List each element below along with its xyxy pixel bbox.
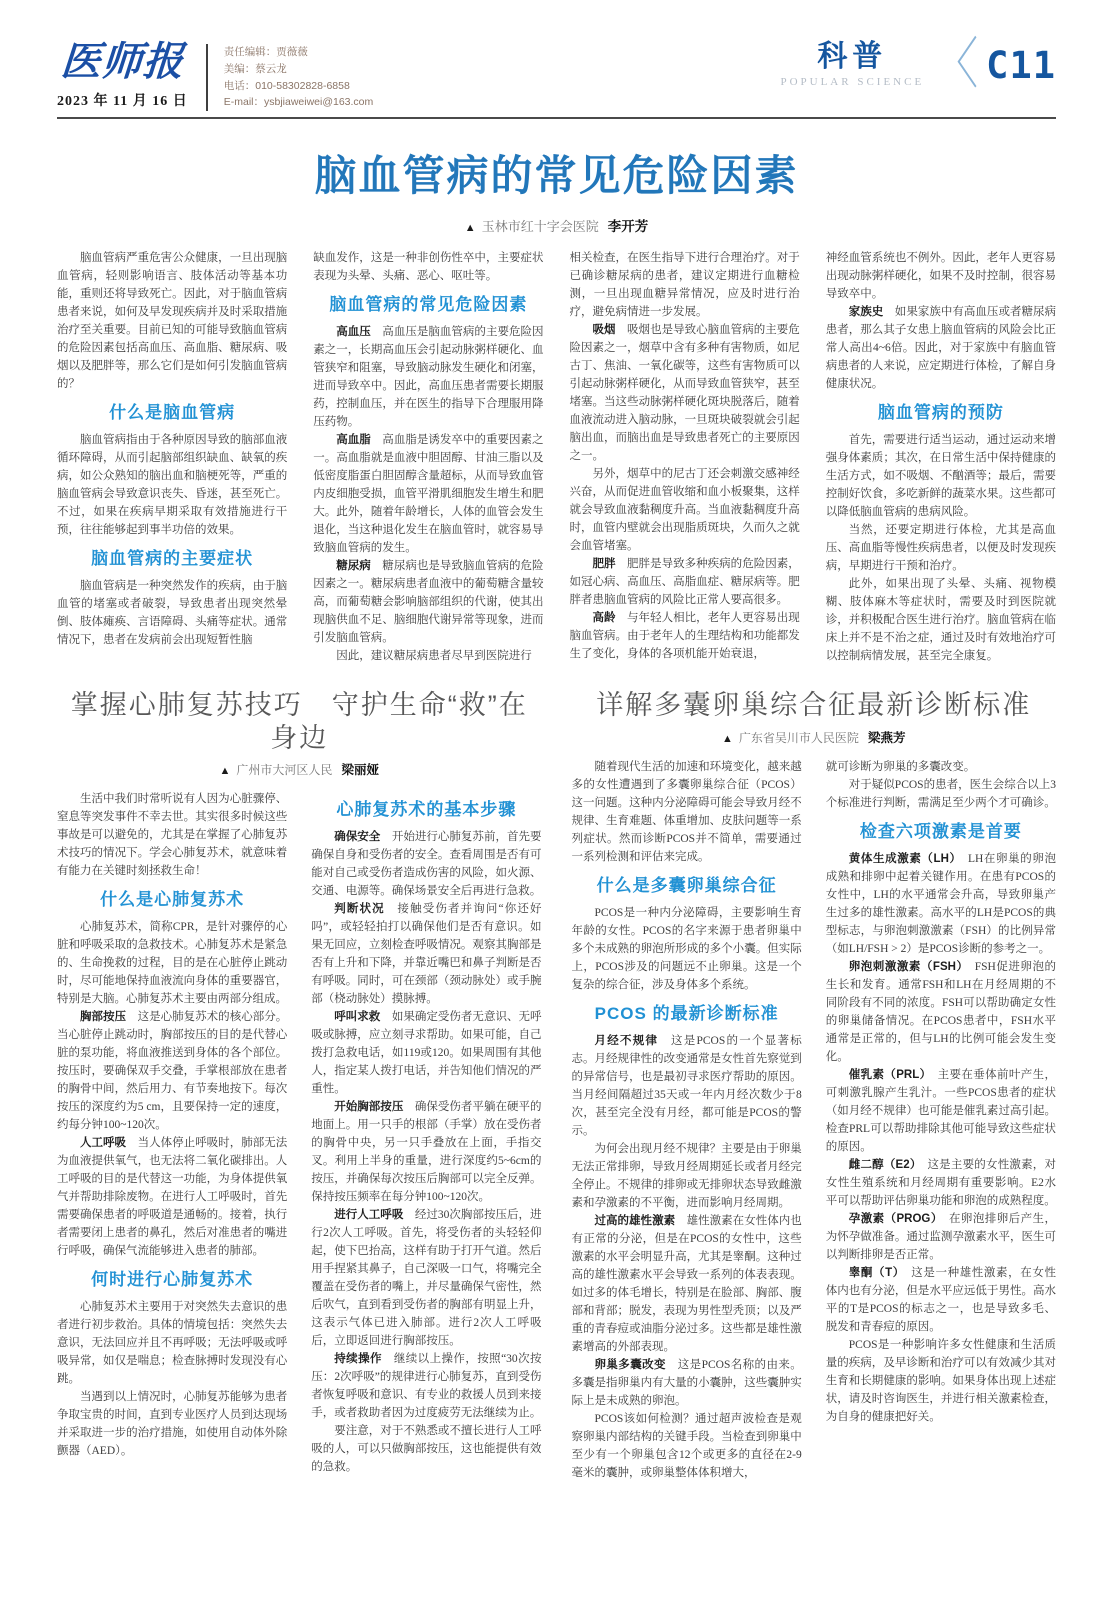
article-columns [57, 790, 542, 1476]
run-in-label: 进行人工呼吸 [334, 1208, 404, 1221]
paragraph: 对于疑似PCOS的患者，医生会综合以上3个标准进行判断，需满足至少两个才可确诊。 [825, 778, 1056, 809]
byline-org: 广东省吴川市人民医院 [738, 730, 859, 745]
run-in-label: 睾酮（T） [848, 1266, 900, 1279]
section-heading: 脑血管病的预防 [877, 403, 1004, 423]
paragraph: 催乳素（PRL） 主要在垂体前叶产生，可刺激乳腺产生乳汁。一些PCOS患者的症状（如月经不规律）也可能是催乳素过高引起。检查PRL可以帮助排除其他可能导致这些症状的原因。 [825, 1068, 1056, 1153]
paragraph: 开始胸部按压 确保受伤者平躺在硬平的地面上。用一只手的根部（手掌）放在受伤者的胸骨中央，另一只手叠放在上面，手指交叉。利用上半身的重量，进行深度约5~6cm的按压，并确保每次按压后胸部可以完全反弹。保持按压频率在每分钟100~120次。 [311, 1100, 542, 1203]
run-in-label: 持续操作 [334, 1352, 382, 1365]
article-cpr [57, 689, 542, 1481]
section-heading: 心肺复苏术的基本步骤 [336, 799, 517, 819]
paragraph: 呼叫求救 如果确定受伤者无意识、无呼吸或脉搏，应立刻寻求帮助。如果可能，自己拨打急救电话，如119或120。如果周围有其他人，指定某人拨打电话，并告知他们情况的严重性。 [311, 1010, 542, 1095]
run-in-label: 判断状况 [334, 902, 385, 915]
masthead [57, 38, 188, 110]
section-heading: 什么是脑血管病 [109, 403, 236, 423]
paragraph: 高血脂 高血脂是诱发卒中的重要因素之一。高血脂就是血液中胆固醇、甘油三脂以及低密度脂蛋白胆固醇含量超标，从而导致血管内皮细胞受损，血管平滑肌细胞发生增生和肥大。此外，随着年龄增长，人体的血管会发生退化，当这种退化发生在脑血管时，就容易导致脑血管病的发生。 [313, 434, 544, 555]
byline [57, 215, 1056, 235]
section-block [780, 42, 924, 88]
section-name: 科普 [817, 40, 888, 73]
article-title: 掌握心肺复苏技巧 守护生命“救”在身边 [70, 690, 528, 753]
paragraph: PCOS该如何检测？通过超声波检查是观察卵巢内部结构的关键手段。当检查到卵巢中至少有一个卵巢包含12个或更多的直径在2-9毫米的囊肿，或卵巢整体体积增大， [571, 1412, 802, 1479]
section-heading: 脑血管病的主要症状 [91, 549, 254, 569]
run-in-label: 黄体生成激素（LH） [848, 852, 956, 865]
header-divider [206, 44, 208, 111]
paragraph: 此外，如果出现了头晕、头痛、视物模糊、肢体麻木等症状时，需要及时到医院就诊，并积极配合医生进行治疗。脑血管病在临床上并不是不治之症，通过及时有效地治疗可以控制病情发展，甚至完全康复。 [825, 578, 1056, 663]
run-in-label: 过高的雄性激素 [594, 1214, 676, 1227]
paragraph: 肥胖 肥胖是导致多种疾病的危险因素，如冠心病、高血压、高脂血症、糖尿病等。肥胖者患脑血管病的风险比正常人要高很多。 [569, 558, 800, 607]
paragraph: 卵泡刺激激素（FSH） FSH促进卵泡的生长和发育。通常FSH和LH在月经周期的不同阶段有不同的浓度。FSH可以帮助确定女性的卵巢储备情况。在PCOS患者中，FSH水平通常是正常的，但与LH的比例可能会发生变化。 [825, 960, 1056, 1063]
run-in-label: 吸烟 [592, 324, 616, 337]
section-heading: 什么是多囊卵巢综合征 [596, 875, 777, 895]
paragraph: 另外，烟草中的尼古丁还会刺激交感神经兴奋，从而促进血管收缩和血小板聚集，这样就会导致血液黏稠度升高。当血液黏稠度升高时，血管内壁就会出现脂质斑块，久而久之就会血管堵塞。 [569, 468, 800, 553]
paragraph: PCOS是一种影响许多女性健康和生活质量的疾病，及早诊断和治疗可以有效减少其对生育和长期健康的影响。如果身体出现上述症状，请及时咨询医生，并进行相关激素检查，为自身的健康把好关。 [825, 1338, 1056, 1423]
paragraph: 孕激素（PROG） 在卵泡排卵后产生，为怀孕做准备。通过监测孕激素水平，医生可以判断排卵是否正常。 [825, 1212, 1056, 1261]
text-column [826, 758, 1056, 1482]
text-column [57, 790, 287, 1476]
text-column [311, 790, 541, 1476]
text-column [826, 249, 1056, 665]
article-columns [57, 249, 1056, 665]
paragraph: 脑血管病严重危害公众健康，一旦出现脑血管病，轻则影响语言、肢体活动等基本功能，重则还将导致死亡。因此，对于脑血管病患者来说，如何及早发现疾病并及时采取措施治疗至关重要。目前已知的可能导致脑血管病的危险因素包括高血压、高血脂、糖尿病、吸烟以及肥胖等，那么它们是如何引发脑血管病的？ [57, 252, 288, 391]
run-in-label: 呼叫求救 [334, 1010, 381, 1023]
paragraph: 家族史 如果家族中有高血压或者糖尿病患者，那么其子女患上脑血管病的风险会比正常人高出4~6倍。因此，对于家族中有脑血管病患者的人来说，应定期进行体检，了解自身健康状况。 [825, 306, 1057, 391]
issue-date: 2023 年 11 月 16 日 [57, 94, 188, 109]
paragraph: 黄体生成激素（LH） LH在卵巢的卵泡成熟和排卵中起着关键作用。在患有PCOS的女性中，LH的水平通常会升高，导致卵巢产生过多的雄性激素。高水平的LH是PCOS的典型标志，与卵泡刺激激素（FSH）的比例异常（如LH/FSH > 2）是PCOS诊断的参考之一。 [825, 852, 1056, 955]
article-cerebrovascular [57, 143, 1056, 665]
run-in-label: 孕激素（PROG） [848, 1212, 938, 1225]
paragraph: 当然，还要定期进行体检，尤其是高血压、高血脂等慢性疾病患者，以便及时发现疾病，早期进行干预和治疗。 [825, 524, 1056, 573]
paragraph: 进行人工呼吸 经过30次胸部按压后，进行2次人工呼吸。首先，将受伤者的头轻轻仰起，使下巴抬高，这样有助于打开气道。然后用手捏紧其鼻子，自己深吸一口气，将嘴完全覆盖在受伤者的嘴上，并尽量确保气密性，然后吹气，直到看到受伤者的胸部有明显上升，这表示气体已进入肺部。进行2次人工呼吸后，立即返回进行胸部按压。 [311, 1208, 542, 1347]
article-columns [572, 758, 1057, 1482]
paragraph: 人工呼吸 当人体停止呼吸时，肺部无法为血液提供氧气，也无法将二氧化碳排出。人工呼吸的目的是代替这一功能，为身体提供氧气并帮助排除废物。在进行人工呼吸时，首先需要确保患者的呼吸道是通畅的。接着，执行者需要闭上患者的鼻孔，然后对准患者的嘴进行呼吸，确保气流能够进入患者的肺部。 [57, 1136, 288, 1257]
section-heading: 脑血管病的常见危险因素 [329, 295, 528, 315]
run-in-label: 确保安全 [334, 830, 381, 843]
run-in-label: 开始胸部按压 [334, 1100, 404, 1113]
paragraph: 当遇到以上情况时，心肺复苏能够为患者争取宝贵的时间，直到专业医疗人员到达现场并采取进一步的治疗措施，如使用自动体外除颤器（AED）。 [57, 1390, 288, 1457]
section-name-en: POPULAR SCIENCE [780, 76, 925, 88]
run-in-label: 肥胖 [592, 558, 616, 571]
paragraph: 睾酮（T） 这是一种雄性激素，在女性体内也有分泌，但是水平应远低于男性。高水平的T是PCOS的标志之一，也是导致多毛、脱发和青春痘的原因。 [825, 1266, 1056, 1333]
paragraph: 过高的雄性激素 雄性激素在女性体内也有正常的分泌，但是在PCOS的女性中，这些激素的水平会明显升高，尤其是睾酮。这种过高的雄性激素水平会导致一系列的体表表现。如过多的体毛增长，特别是在脸部、胸部、腹部和背部；脱发，表现为男性型秃顶；以及严重的青春痘或油脂分泌过多。这些都是雄性激素增高的外部表现。 [571, 1214, 802, 1353]
run-in-label: 人工呼吸 [80, 1136, 127, 1149]
byline-author: 梁丽娅 [341, 762, 379, 777]
editor-line: 电话：010-58302828-6858 [223, 79, 350, 92]
byline-triangle-icon: ▲ [464, 222, 476, 235]
section-heading: 什么是心肺复苏术 [100, 889, 245, 909]
run-in-label: 雌二醇（E2） [848, 1158, 916, 1171]
text-column [57, 249, 287, 665]
paragraph: 神经血管系统也不例外。因此，老年人更容易出现动脉粥样硬化，如果不及时控制，很容易导致卒中。 [825, 252, 1056, 301]
run-in-label: 卵泡刺激激素（FSH） [848, 960, 963, 973]
byline-triangle-icon: ▲ [722, 732, 733, 745]
run-in-label: 高血脂 [336, 434, 371, 447]
paragraph: 糖尿病 糖尿病也是导致脑血管病的危险因素之一。糖尿病患者血液中的葡萄糖含量较高，而葡萄糖会影响脑部组织的代谢，使其出现脑供血不足、脑细胞代谢异常等现象，进而引发脑血管病。 [313, 560, 544, 645]
text-column [572, 758, 802, 1482]
newspaper-logo: 医师报 [59, 38, 186, 85]
page-header [57, 0, 1056, 111]
lower-section [57, 689, 1056, 1481]
byline-author: 李开芳 [607, 219, 649, 235]
byline-triangle-icon: ▲ [219, 764, 231, 777]
paragraph: 确保安全 开始进行心肺复苏前，首先要确保自身和受伤者的安全。查看周围是否有可能对自己或受伤者造成伤害的风险，如火源、交通、电源等。确保场景安全后再进行急救。 [311, 830, 542, 897]
paragraph: 高血压 高血压是脑血管病的主要危险因素之一，长期高血压会引起动脉粥样硬化、血管狭窄和阻塞，导致脑动脉发生硬化和闭塞，进而导致卒中。因此，高血压患者需要长期服药，控制血压，并在医生的指导下合理服用降压药物。 [313, 326, 544, 429]
paragraph: 就可诊断为卵巢的多囊改变。 [825, 760, 976, 773]
header-rule [57, 117, 1056, 119]
editor-info [224, 42, 374, 111]
page-number: C11 [986, 43, 1056, 87]
paragraph: 判断状况 接触受伤者并询问“你还好吗”，或轻轻拍打以确保他们是否有意识。如果无回应，立刻检查呼吸情况。观察其胸部是否有上升和下降，并靠近嘴巴和鼻子判断是否有呼吸。同时，可在颈部（颈动脉处）或手腕部（桡动脉处）摸脉搏。 [311, 902, 542, 1005]
section-heading: PCOS 的最新诊断标准 [594, 1003, 779, 1023]
editor-line: E-mail：ysbjiaweiwei@163.com [223, 96, 374, 109]
run-in-label: 月经不规律 [594, 1034, 659, 1047]
paragraph: 相关检查，在医生指导下进行合理治疗。对于已确诊糖尿病的患者，建议定期进行血糖检测，一旦出现血糖异常情况，应及时进行治疗，避免病情进一步发展。 [569, 252, 800, 319]
paragraph: 心肺复苏术，简称CPR，是针对骤停的心脏和呼吸采取的急救技术。心肺复苏术是紧急的、生命挽救的过程，目的是在心脏停止跳动时，尽可能地保持血液流向身体的重要器官，特别是大脑。心肺复苏术主要由两部分组成。 [57, 920, 288, 1005]
paragraph: 脑血管病指由于各种原因导致的脑部血液循环障碍，从而引起脑部组织缺血、缺氧的疾病，如公众熟知的脑出血和脑梗死等，严重的脑血管病会导致意识丧失、昏迷，甚至死亡。不过，如果在疾病早期采取有效措施进行干预，往往能够起到事半功倍的效果。 [57, 434, 288, 537]
article-title: 脑血管病的常见危险因素 [314, 152, 799, 200]
editor-line: 责任编辑：贾薇薇 [223, 46, 308, 58]
section-banner [780, 32, 1056, 97]
paragraph: 因此，建议糖尿病患者尽早到医院进行 [336, 650, 532, 663]
paragraph: 缺血发作，这是一种非创伤性卒中，主要症状表现为头晕、头痛、恶心、呕吐等。 [313, 252, 544, 283]
run-in-label: 胸部按压 [80, 1010, 127, 1023]
paragraph: 随着现代生活的加速和环境变化，越来越多的女性遭遇到了多囊卵巢综合征（PCOS）这一问题。这种内分泌障碍可能会导致月经不规律、生育难题、体重增加、皮肤问题等一系列症状。然而诊断PCOS并不简单，需要通过一系列检测和评估来完成。 [571, 760, 802, 863]
run-in-label: 糖尿病 [336, 560, 371, 573]
article-pcos [572, 689, 1057, 1481]
paragraph: 持续操作 继续以上操作，按照“30次按压：2次呼吸”的规律进行心肺复苏，直到受伤者恢复呼吸和意识、有专业的救援人员到来接手，或者救助者因为过度疲劳无法继续为止。 [311, 1352, 542, 1419]
byline-org: 玉林市红十字会医院 [481, 219, 599, 235]
run-in-label: 高龄 [592, 612, 616, 625]
section-heading: 检查六项激素是首要 [859, 821, 1022, 841]
byline-author: 梁燕芳 [867, 730, 906, 745]
section-heading: 何时进行心肺复苏术 [91, 1269, 254, 1289]
paragraph: 首先，需要进行适当运动，通过运动来增强身体素质；其次，在日常生活中保持健康的生活方式，如不吸烟、不酗酒等；最后，需要控制好饮食，多吃新鲜的蔬菜水果。这些都可以降低脑血管病的患病风险。 [825, 434, 1056, 519]
run-in-label: 卵巢多囊改变 [594, 1358, 666, 1371]
editor-line: 美编：蔡云龙 [223, 62, 287, 75]
byline [572, 728, 1057, 746]
run-in-label: 催乳素（PRL） [848, 1068, 926, 1081]
paragraph: PCOS是一种内分泌障碍，主要影响生育年龄的女性。PCOS的名字来源于患者卵巢中多个未成熟的卵泡所形成的多个小囊。但实际上，PCOS涉及的问题远不止卵巢。这是一个复杂的综合征，涉及身体多个系统。 [571, 906, 802, 991]
run-in-label: 家族史 [848, 306, 884, 319]
paragraph: 要注意，对于不熟悉或不擅长进行人工呼吸的人，可以只做胸部按压，这也能提供有效的急救。 [311, 1424, 542, 1473]
byline [57, 760, 542, 778]
paragraph: 卵巢多囊改变 这是PCOS名称的由来。多囊是指卵巢内有大量的小囊肿，这些囊肿实际上是未成熟的卵泡。 [571, 1358, 802, 1407]
paragraph: 雌二醇（E2） 这是主要的女性激素，对女性生殖系统和月经周期有重要影响。E2水平可以帮助评估卵巢功能和卵泡的成熟程度。 [825, 1158, 1056, 1207]
paragraph: 为何会出现月经不规律？主要是由于卵巢无法正常排卵，导致月经周期延长或者月经完全停止。不规律的排卵或无排卵状态导致雌激素和孕激素的不平衡，进而影响月经周期。 [571, 1142, 802, 1209]
paragraph: 胸部按压 这是心肺复苏术的核心部分。当心脏停止跳动时，胸部按压的目的是代替心脏的泵功能，将血液推送到身体的各个部位。按压时，要确保双手交叠，手掌根部放在患者的胸骨中间，然后用力、有节奏地按下。每次按压的深度约为5 cm，且要保持一定的速度，约每分钟100~120次。 [57, 1010, 288, 1131]
paragraph: 脑血管病是一种突然发作的疾病，由于脑血管的堵塞或者破裂，导致患者出现突然晕倒、肢体瘫痪、言语障碍、头痛等症状。通常情况下，患者在发病前会出现短暂性脑 [57, 580, 288, 647]
paragraph: 生活中我们时常听说有人因为心脏骤停、窒息等突发事件不幸去世。其实很多时候这些事故是可以避免的，尤其是在掌握了心肺复苏术技巧的情况下。学会心肺复苏术，就意味着有能力在关键时刻拯救生命！ [57, 792, 288, 877]
paragraph: 心肺复苏术主要用于对突然失去意识的患者进行初步救治。具体的情境包括：突然失去意识，无法回应并且不再呼吸；无法呼吸或呼吸异常，如仅是喘息；检查脉搏时发现没有心跳。 [57, 1300, 288, 1385]
paragraph: 月经不规律 这是PCOS的一个显著标志。月经规律性的改变通常是女性首先察觉到的异常信号，也是最初寻求医疗帮助的原因。当月经间隔超过35天或一年内月经次数少于8次，甚至完全没有月经，都可能是PCOS的警示。 [571, 1034, 802, 1137]
text-column [313, 249, 543, 665]
article-title: 详解多囊卵巢综合征最新诊断标准 [596, 690, 1032, 721]
chevron-left-icon: 〈 [934, 32, 979, 97]
byline-org: 广州市大河区人民 [236, 762, 333, 777]
text-column [570, 249, 800, 665]
paragraph: 吸烟 吸烟也是导致心脑血管病的主要危险因素之一，烟草中含有多种有害物质，如尼古丁、焦油、一氧化碳等，这些有害物质可以引起动脉粥样硬化，从而导致血管狭窄，甚至堵塞。当这些动脉粥样硬化斑块脱落后，随着血液流动进入脑动脉，一旦斑块破裂就会引起脑出血，而脑出血是导致患者死亡的主要原因之一。 [569, 324, 800, 463]
paragraph: 高龄 与年轻人相比，老年人更容易出现脑血管病。由于老年人的生理结构和功能都发生了变化，身体的各项机能开始衰退， [569, 612, 800, 661]
run-in-label: 高血压 [336, 326, 371, 339]
